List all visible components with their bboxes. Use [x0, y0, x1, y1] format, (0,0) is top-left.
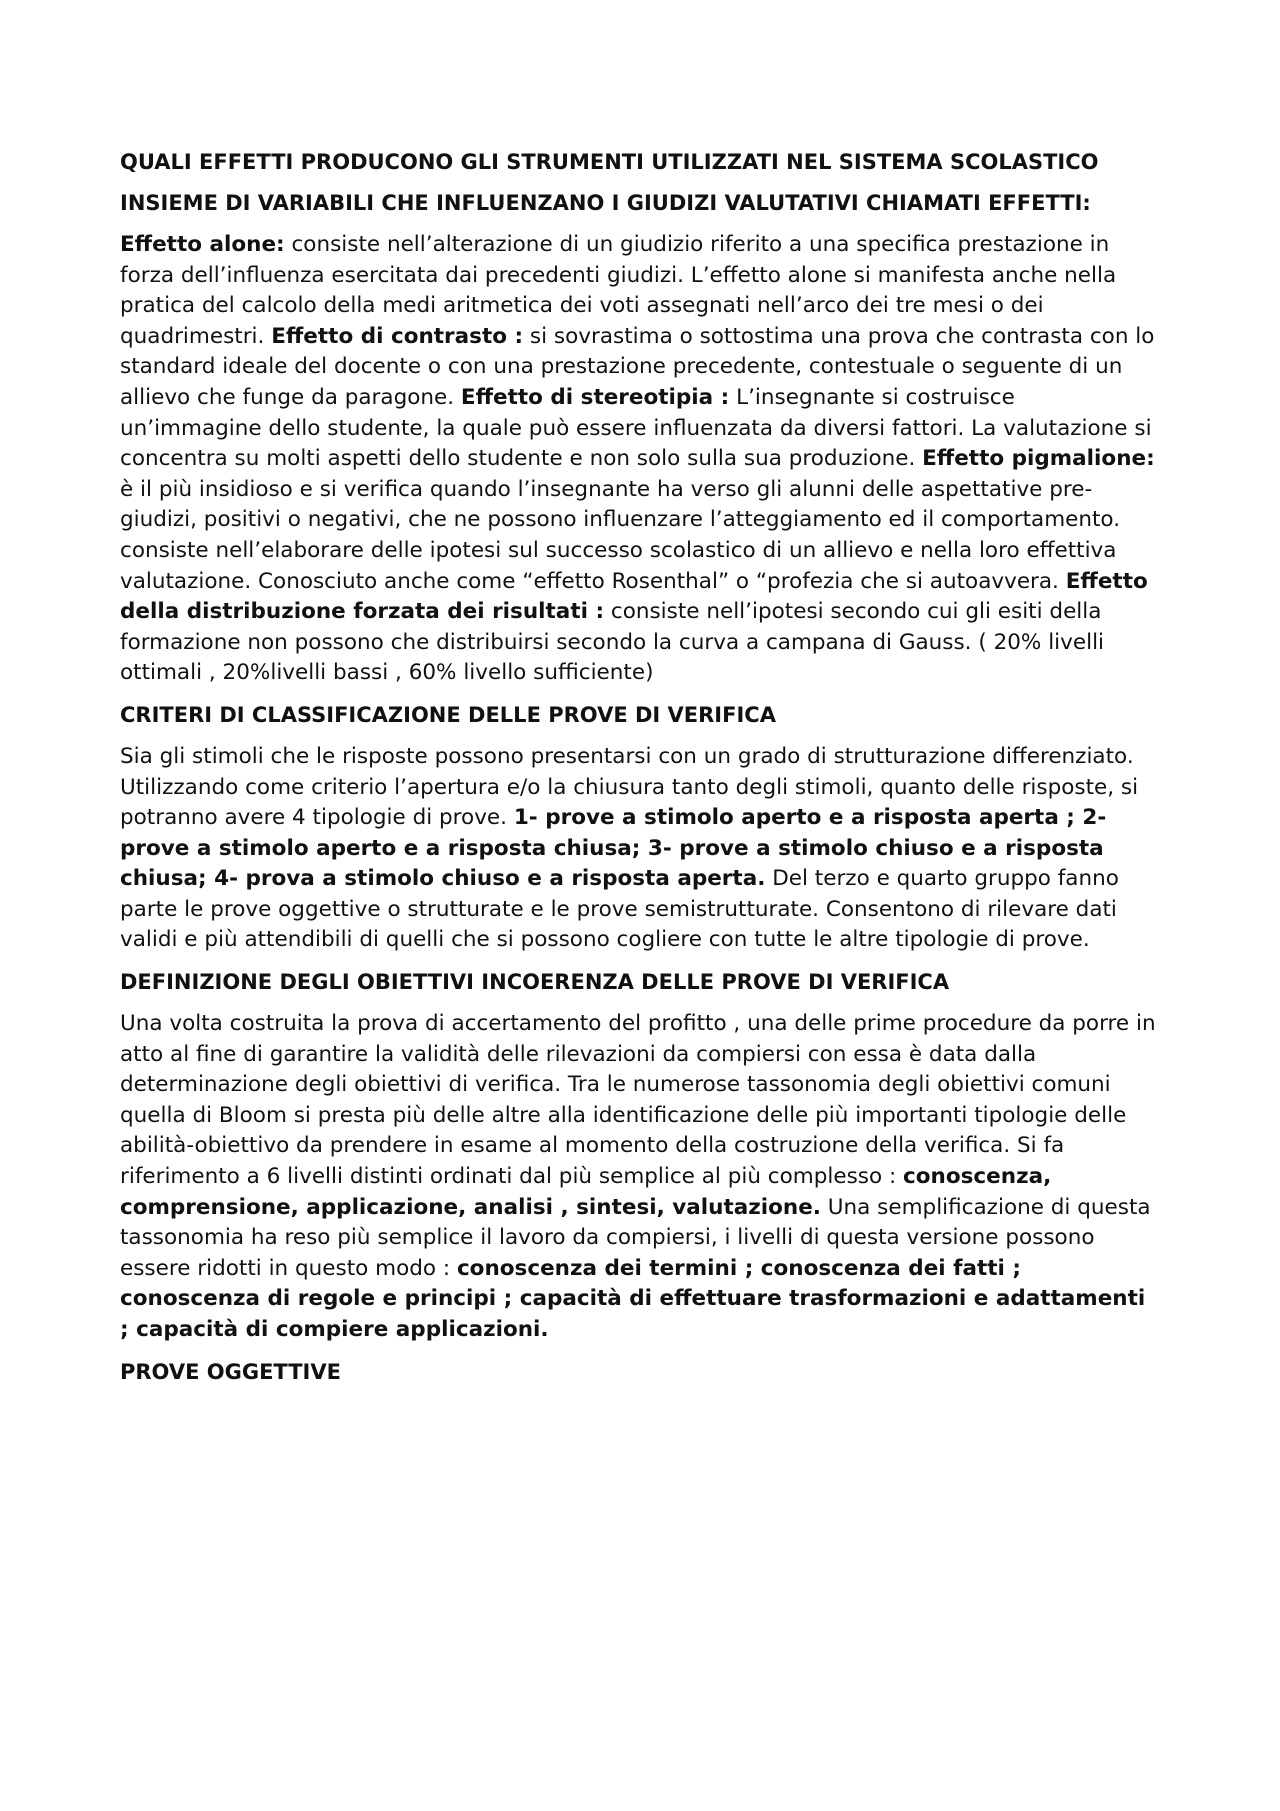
body-text: consiste nell’ipotesi secondo cui gli esiti della formazione non possono che distribuirsi secondo la curva a campana di Gauss. ( 20% livelli ottimali , 20%livelli bassi , 60% livello sufficiente) — [120, 599, 1105, 686]
bold-text: Effetto della distribuzione forzata dei risultati : — [120, 568, 1148, 625]
body-text: Del terzo e quarto gruppo fanno parte le prove oggettive o strutturate e le prove semistrutturate. Consentono di rilevare dati validi e più attendibili di quelli che si possono cogliere con tutte le altre tipologie di prove. — [120, 866, 1119, 953]
bold-text: conoscenza dei termini ; conoscenza dei fatti ; conoscenza di regole e principi ; capacità di effettuare trasformazioni e adattamenti ; capacità di compiere applicazioni. — [120, 1255, 1146, 1342]
paragraph — [120, 1009, 1160, 1346]
bold-text: Effetto di contrasto : — [271, 323, 524, 349]
body-text: Una volta costruita la prova di accertamento del profitto , una delle prime procedure da porre in atto al fine di garantire la validità delle rilevazioni da compiersi con essa è data dalla determinazione degli obiettivi di verifica. Tra le numerose tassonomia degli obiettivi comuni quella di Bloom si presta più delle altre alla identificazione delle più importanti tipologie delle abilità-obiettivo da prendere in esame al momento della costruzione della verifica. Si fa riferimento a 6 livelli distinti ordinati dal più semplice al più complesso : — [120, 1011, 1156, 1190]
body-text: L’insegnante si costruisce un’immagine dello studente, la quale può essere influenzata da diversi fattori. La valutazione si concentra su molti aspetti dello studente e non solo sulla sua produzione. — [120, 384, 1152, 472]
paragraph — [120, 742, 1160, 956]
paragraph — [120, 230, 1160, 689]
document-page — [120, 148, 1160, 1399]
section-heading: INSIEME DI VARIABILI CHE INFLUENZANO I GIUDIZI VALUTATIVI CHIAMATI EFFETTI: — [120, 191, 1091, 215]
bold-text: Effetto pigmalione: — [922, 446, 1155, 472]
section-heading: CRITERI DI CLASSIFICAZIONE DELLE PROVE DI VERIFICA — [120, 702, 776, 727]
section-heading: QUALI EFFETTI PRODUCONO GLI STRUMENTI UTILIZZATI NEL SISTEMA SCOLASTICO — [120, 150, 1099, 174]
body-text: consiste nell’alterazione di un giudizio riferito a una specifica prestazione in forza dell’influenza esercitata dai precedenti giudizi. L’effetto alone si manifesta anche nella pratica del calcolo della medi aritmetica dei voti assegnati nell’arco dei tre mesi o dei quadrimestri. — [120, 232, 1117, 349]
bold-text: conoscenza, comprensione, applicazione, analisi , sintesi, valutazione. — [120, 1164, 1052, 1220]
section-heading: PROVE OGGETTIVE — [120, 1359, 341, 1384]
body-text: è il più insidioso e si verifica quando l’insegnante ha verso gli alunni delle aspettative pre-giudizi, positivi o negativi, che ne possono influenzare l’atteggiamento ed il comportamento. consiste nell’elaborare delle ipotesi sul successo scolastico di un allievo e nella loro effettiva valutazione. Conosciuto anche come “effetto Rosenthal” o “profezia che si autoavvera. — [120, 476, 1121, 594]
body-text: Una semplificazione di questa tassonomia ha reso più semplice il lavoro da compiersi, i livelli di questa versione possono essere ridotti in questo modo : — [120, 1194, 1151, 1281]
body-text: si sovrastima o sottostima una prova che contrasta con lo standard ideale del docente o con una prestazione precedente, contestuale o seguente di un allievo che funge da paragone. — [120, 323, 1155, 410]
bold-text: 1- prove a stimolo aperto e a risposta aperta ; 2- prove a stimolo aperto e a risposta chiusa; 3- prove a stimolo chiuso e a risposta chiusa; 4- prova a stimolo chiuso e a risposta aperta. — [120, 805, 1107, 892]
body-text: Sia gli stimoli che le risposte possono presentarsi con un grado di strutturazione differenziato. Utilizzando come criterio l’apertura e/o la chiusura tanto degli stimoli, quanto delle risposte, si potranno avere 4 tipologie di prove. — [120, 743, 1139, 831]
bold-text: Effetto di stereotipia : — [460, 384, 730, 410]
bold-text: Effetto alone: — [120, 232, 285, 257]
section-heading: DEFINIZIONE DEGLI OBIETTIVI INCOERENZA DELLE PROVE DI VERIFICA — [120, 970, 950, 995]
